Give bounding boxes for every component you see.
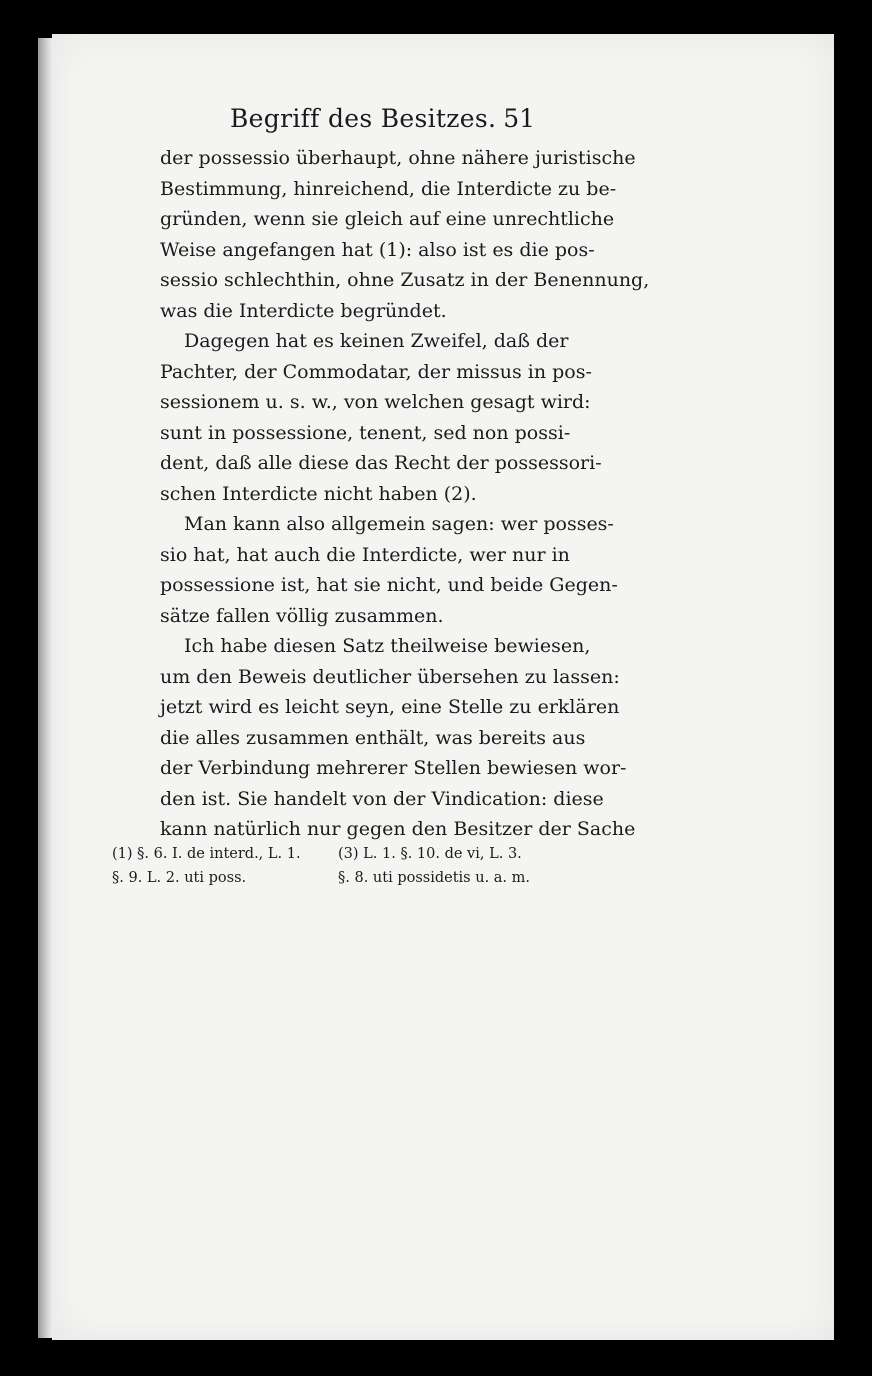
text-line: Ich habe diesen Satz theilweise bewiesen,: [184, 635, 591, 657]
text-line: Weise angefangen hat (1): also ist es die pos-: [160, 238, 595, 261]
running-title: Begriff des Besitzes.: [230, 104, 497, 133]
text-line: sio hat, hat auch die Interdicte, wer nur in: [160, 543, 570, 566]
text-line: die alles zusammen enthält, was bereits aus: [160, 726, 586, 749]
text-line: kann natürlich nur gegen den Besitzer der Sache: [160, 818, 636, 840]
text-line: sunt in possessione, tenent, sed non possi-: [160, 421, 571, 444]
text-line: possessione ist, hat sie nicht, und beide Gegen-: [160, 574, 618, 596]
text-line: sessio schlechthin, ohne Zusatz in der Benennung,: [160, 269, 650, 291]
text-line: schen Interdicte nicht haben (2).: [160, 482, 477, 505]
text-line: Pachter, der Commodatar, der missus in pos-: [160, 360, 592, 383]
footnote-line: §. 8. uti possidetis u. a. m.: [338, 870, 531, 886]
text-line: dent, daß alle diese das Recht der possessori-: [160, 452, 602, 474]
text-line: sätze fallen völlig zusammen.: [160, 604, 444, 627]
text-line: der possessio überhaupt, ohne nähere juristische: [160, 147, 636, 169]
footnote-column-right: [338, 842, 530, 890]
text-line: sessionem u. s. w., von welchen gesagt wird:: [160, 391, 591, 413]
footnote-line: (3) L. 1. §. 10. de vi, L. 3.: [338, 846, 522, 862]
body-text: [160, 143, 650, 845]
book-spine-edge: [38, 38, 52, 1338]
text-line: was die Interdicte begründet.: [160, 299, 447, 322]
text-line: Man kann also allgemein sagen: wer posses-: [184, 513, 614, 535]
text-line: Dagegen hat es keinen Zweifel, daß der: [184, 330, 569, 352]
text-line: Bestimmung, hinreichend, die Interdicte zu be-: [160, 177, 617, 200]
text-line: gründen, wenn sie gleich auf eine unrechtliche: [160, 208, 615, 230]
page-header: [230, 100, 535, 134]
text-line: den ist. Sie handelt von der Vindication: diese: [160, 787, 604, 810]
footnote-line: (1) §. 6. I. de interd., L. 1.: [112, 846, 301, 862]
footnote-column-left: [112, 842, 301, 890]
text-line: der Verbindung mehrerer Stellen bewiesen wor-: [160, 757, 627, 779]
page-number: 51: [503, 104, 535, 133]
footnote-line: §. 9. L. 2. uti poss.: [112, 870, 247, 886]
text-line: jetzt wird es leicht seyn, eine Stelle zu erklären: [160, 696, 620, 718]
text-line: um den Beweis deutlicher übersehen zu lassen:: [160, 665, 620, 688]
